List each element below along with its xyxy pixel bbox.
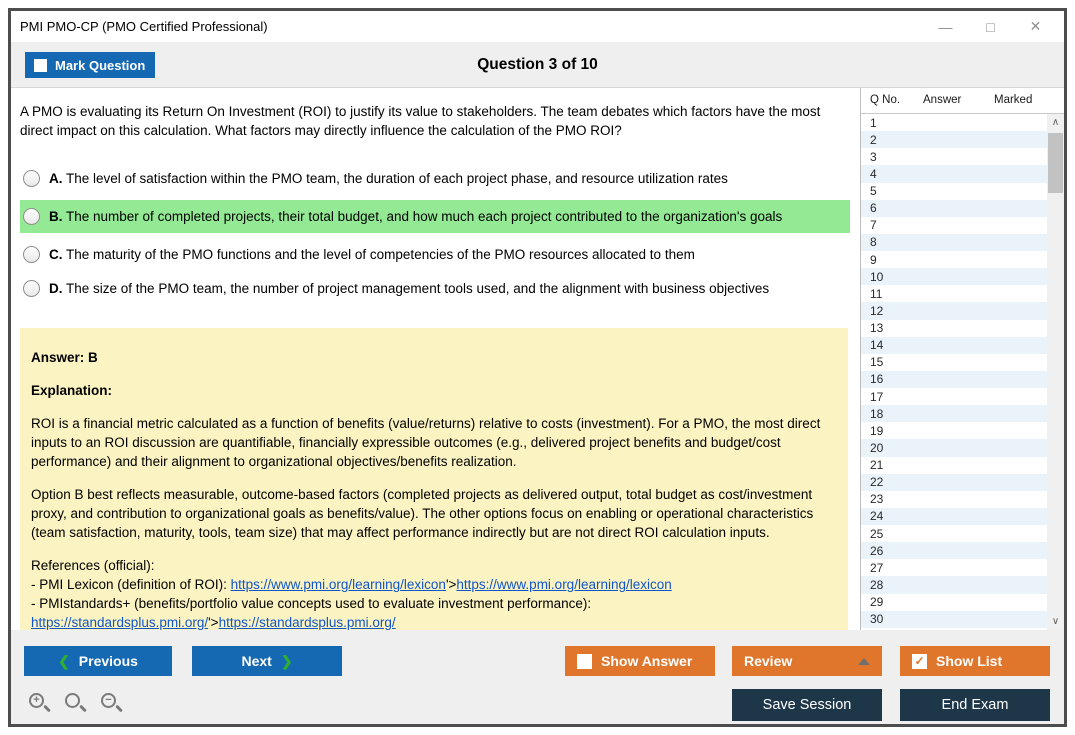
maximize-icon[interactable]: □ bbox=[986, 18, 995, 35]
references-block bbox=[31, 556, 836, 630]
explanation-paragraph: ROI is a financial metric calculated as a function of benefits (value/returns) relative to costs (investment). For a PMO, the most direct inputs to an ROI discussion are quantifiable, financially expressible outcomes (e.g., delivered project benefits and budget/cost performance) and their alignment to organizational objectives/benefits realization. bbox=[31, 416, 821, 469]
question-list-row[interactable]: 3 bbox=[870, 149, 877, 164]
show-list-label: Show List bbox=[936, 653, 1003, 669]
magnifier-icon[interactable] bbox=[64, 692, 90, 718]
question-list-row[interactable]: 19 bbox=[870, 423, 884, 438]
option-letter: B. bbox=[49, 209, 63, 224]
question-list-row[interactable]: 26 bbox=[861, 542, 1048, 559]
reference-link[interactable]: https://www.pmi.org/learning/lexicon bbox=[456, 577, 672, 592]
header-answer: Answer bbox=[923, 94, 962, 106]
question-list-row[interactable]: 20 bbox=[861, 439, 1048, 456]
previous-label: Previous bbox=[78, 653, 138, 669]
reference-line bbox=[31, 613, 836, 630]
reference-text: '> bbox=[208, 615, 219, 630]
reference-line bbox=[31, 556, 836, 575]
zoom-out-icon[interactable]: − bbox=[100, 692, 126, 718]
mark-question-label: Mark Question bbox=[55, 57, 146, 73]
option-letter: D. bbox=[49, 281, 63, 296]
question-list-row[interactable]: 27 bbox=[870, 560, 884, 575]
option-letter: C. bbox=[49, 247, 63, 262]
question-list-row[interactable]: 2 bbox=[861, 131, 1048, 148]
question-list-row[interactable]: 17 bbox=[870, 389, 884, 404]
explanation-box bbox=[20, 328, 848, 630]
previous-button[interactable] bbox=[24, 646, 172, 676]
question-list-row[interactable]: 24 bbox=[861, 508, 1048, 525]
answer-option[interactable] bbox=[20, 276, 850, 301]
question-list-row[interactable]: 30 bbox=[861, 611, 1048, 628]
chevron-left-icon: ❮ bbox=[58, 652, 70, 669]
question-list-row[interactable]: 13 bbox=[870, 321, 884, 336]
reference-line bbox=[31, 575, 836, 594]
end-exam-button[interactable] bbox=[900, 689, 1050, 721]
option-letter: A. bbox=[49, 171, 63, 186]
question-list-row[interactable]: 22 bbox=[861, 474, 1048, 491]
question-list-row[interactable]: 29 bbox=[870, 595, 884, 610]
question-list-row[interactable]: 5 bbox=[870, 184, 877, 199]
option-text: The level of satisfaction within the PMO team, the duration of each project phase, and resource utilization rates bbox=[66, 171, 728, 186]
question-list-row[interactable]: 21 bbox=[870, 458, 884, 473]
reference-text: '> bbox=[445, 577, 457, 592]
show-list-button[interactable] bbox=[900, 646, 1050, 676]
question-list-row[interactable]: 9 bbox=[870, 252, 877, 267]
question-list-row[interactable]: 11 bbox=[870, 286, 883, 301]
question-list-row[interactable]: 25 bbox=[870, 526, 884, 541]
question-list-row[interactable]: 6 bbox=[861, 200, 1048, 217]
scrollbar-thumb[interactable] bbox=[1048, 133, 1063, 193]
option-text: The size of the PMO team, the number of project management tools used, and the alignment with business objectives bbox=[66, 281, 770, 296]
question-list-row[interactable]: 12 bbox=[861, 302, 1048, 319]
explanation-paragraphs bbox=[31, 414, 836, 542]
reference-line bbox=[31, 594, 836, 613]
question-list-row[interactable]: 28 bbox=[861, 576, 1048, 593]
question-list-row[interactable]: 14 bbox=[861, 337, 1048, 354]
question-list-row[interactable]: 1 bbox=[870, 115, 877, 130]
reference-link[interactable]: https://standardsplus.pmi.org/ bbox=[31, 615, 209, 630]
answer-label: Answer: B bbox=[31, 350, 98, 365]
reference-link[interactable]: https://standardsplus.pmi.org/ bbox=[218, 615, 396, 630]
minimize-icon[interactable]: — bbox=[938, 18, 953, 35]
explanation-paragraph: Option B best reflects measurable, outcome-based factors (completed projects as delivered output, total budget as cost/investment proxy, and contribution to organizational goals as benefits/value). The other options focus on enabling or operational characteristics (team satisfaction, maturity, tools, team size) that may affect performance indirectly but are not direct ROI calculation inputs. bbox=[31, 487, 814, 540]
header-qno: Q No. bbox=[870, 94, 901, 106]
app-window bbox=[8, 8, 1067, 727]
answer-option[interactable] bbox=[20, 242, 850, 267]
reference-text: - PMIstandards+ (benefits/portfolio value concepts used to evaluate investment performance): bbox=[31, 596, 592, 611]
explanation-label: Explanation: bbox=[31, 383, 113, 398]
show-answer-label: Show Answer bbox=[601, 653, 693, 669]
radio-button-icon[interactable] bbox=[23, 170, 40, 187]
radio-button-icon[interactable] bbox=[23, 246, 40, 263]
scroll-up-icon[interactable]: ∧ bbox=[1051, 117, 1060, 128]
question-list-row[interactable]: 16 bbox=[861, 371, 1048, 388]
header-marked: Marked bbox=[994, 94, 1033, 106]
review-dropdown[interactable] bbox=[732, 646, 882, 676]
close-icon[interactable]: ✕ bbox=[1029, 18, 1042, 34]
question-list-rows bbox=[861, 114, 1048, 630]
next-button[interactable] bbox=[192, 646, 342, 676]
answer-option[interactable] bbox=[20, 166, 850, 191]
save-session-label: Save Session bbox=[762, 697, 852, 713]
window-controls bbox=[923, 11, 1058, 42]
reference-link[interactable]: https://www.pmi.org/learning/lexicon bbox=[230, 577, 446, 592]
show-list-checkbox[interactable]: ✓ bbox=[912, 654, 927, 669]
reference-text: - PMI Lexicon (definition of ROI): bbox=[31, 577, 231, 592]
question-list-row[interactable]: 8 bbox=[861, 234, 1048, 251]
zoom-tools bbox=[28, 692, 126, 718]
mark-question-checkbox[interactable] bbox=[34, 59, 47, 72]
question-list-row[interactable]: 15 bbox=[870, 355, 884, 370]
question-list-sidebar bbox=[860, 88, 1064, 630]
show-answer-checkbox[interactable] bbox=[577, 654, 592, 669]
question-counter: Question 3 of 10 bbox=[477, 56, 598, 73]
mark-question-button[interactable] bbox=[25, 52, 155, 78]
question-panel bbox=[11, 88, 860, 630]
question-list-row[interactable]: 4 bbox=[861, 165, 1048, 182]
radio-button-icon[interactable] bbox=[23, 208, 40, 225]
chevron-up-icon bbox=[858, 658, 870, 665]
question-list-scrollbar[interactable] bbox=[1047, 114, 1064, 630]
radio-button-icon[interactable] bbox=[23, 280, 40, 297]
options-list bbox=[20, 166, 850, 301]
footer-bar bbox=[11, 630, 1064, 724]
question-list-header bbox=[861, 88, 1064, 114]
option-text: The number of completed projects, their total budget, and how much each project contributed to the organization's goals bbox=[66, 209, 783, 224]
zoom-in-icon[interactable]: + bbox=[28, 692, 54, 718]
scroll-down-icon[interactable]: ∨ bbox=[1051, 616, 1060, 627]
question-text: A PMO is evaluating its Return On Investment (ROI) to justify its value to stakeholders. The team debates which factors have the most direct impact on this calculation. What factors may directly influence the calculation of the PMO ROI? bbox=[20, 104, 821, 138]
reference-text: References (official): bbox=[31, 558, 155, 573]
question-list-row[interactable]: 23 bbox=[870, 492, 884, 507]
window-title: PMI PMO-CP (PMO Certified Professional) bbox=[20, 19, 268, 34]
end-exam-label: End Exam bbox=[941, 697, 1009, 713]
save-session-button[interactable] bbox=[732, 689, 882, 721]
toolbar bbox=[11, 42, 1064, 88]
question-list-row[interactable]: 18 bbox=[861, 405, 1048, 422]
question-list-row[interactable]: 10 bbox=[861, 268, 1048, 285]
answer-option[interactable] bbox=[20, 200, 850, 233]
question-list-row[interactable]: 7 bbox=[870, 218, 877, 233]
option-text: The maturity of the PMO functions and the level of competencies of the PMO resources allocated to them bbox=[66, 247, 695, 262]
next-label: Next bbox=[241, 653, 272, 669]
review-label: Review bbox=[744, 653, 793, 669]
chevron-right-icon: ❯ bbox=[280, 652, 293, 669]
show-answer-button[interactable] bbox=[565, 646, 715, 676]
title-bar bbox=[11, 11, 1064, 42]
